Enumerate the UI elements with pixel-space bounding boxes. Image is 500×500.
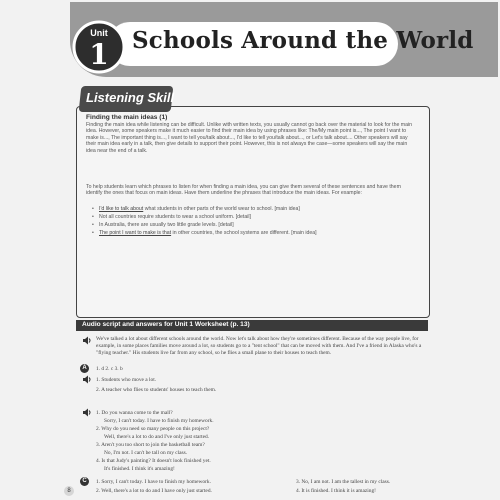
section-a-item: 1. Students who move a lot. xyxy=(96,377,157,383)
section-b-item: 4. Is that Judy's painting? It doesn't look finished yet. xyxy=(96,458,211,464)
section-b-item: 3. Aren't you too short to join the basketball team? xyxy=(96,442,205,448)
page-title: Schools Around the World xyxy=(132,27,474,54)
skill-heading: Finding the main ideas (1) xyxy=(86,114,168,121)
section-c-item: 2. Well, there's a lot to do and I have only just started. xyxy=(96,488,212,494)
example-item: • In Australia, there are usually two little grade levels. [detail] xyxy=(92,222,234,228)
skill-paragraph-2: To help students learn which phrases to listen for when finding a main idea, you can give them several of these sentences and have them identify the ones that focus on main ideas. Have them underline the phrases that introduce the main ideas. For example: xyxy=(86,184,401,197)
audio-script-title: Audio script and answers for Unit 1 Worksheet (p. 13) xyxy=(82,321,250,328)
section-a-item: 2. A teacher who flies to students' houses to teach them. xyxy=(96,387,217,393)
section-c-badge: C xyxy=(80,477,89,486)
section-b-item: Sorry, I can't today. I have to finish my homework. xyxy=(104,418,214,424)
section-a-badge: A xyxy=(80,364,89,373)
example-item: • The point I want to make is that in other countries, the school systems are different. [main idea] xyxy=(92,230,317,236)
page-number: 8 xyxy=(64,486,74,496)
section-a-answers: 1. d 2. c 3. b xyxy=(96,366,123,372)
example-item: • I'd like to talk about what students in other parts of the world wear to school. [main idea] xyxy=(92,206,300,212)
listening-skill-label: Listening Skill xyxy=(86,90,175,105)
section-b-item: No, I'm not. I can't be tall on my class. xyxy=(104,450,188,456)
section-b-item: It's finished. I think it's amazing! xyxy=(104,466,175,472)
skill-paragraph-1: Finding the main idea while listening can be difficult. Unlike with written texts, you usually cannot go back over the material to look for the main idea. However, some speakers make it much easier to find their main idea by using phrases like: The/My main point is..., The point I want to make is..., The important thing is..., I want to tell you/talk about..., I'd like to tell you/talk about..., or Let's talk about.... Other speakers will say their main idea early in a talk, then give details to support their point. However, this is not always the case—some speakers will say the main idea near the end of a talk. xyxy=(86,122,413,154)
speaker-icon xyxy=(82,336,92,345)
section-b-item: 2. Why do you need so many people on this project? xyxy=(96,426,210,432)
example-item: • Not all countries require students to wear a school uniform. [detail] xyxy=(92,214,251,220)
section-c-item: 3. No, I am not. I am the tallest in my class. xyxy=(296,479,391,485)
section-b-item: 1. Do you wanna come to the mall? xyxy=(96,410,173,416)
unit-word: Unit xyxy=(90,28,108,38)
section-c-item: 4. It is finished. I think it is amazing! xyxy=(296,488,376,494)
section-b-item: Well, there's a lot to do and I've only just started. xyxy=(104,434,210,440)
speaker-icon xyxy=(82,408,92,417)
audio-intro-text: We've talked a lot about different schools around the world. Now let's talk about how they're sometimes different. Because of the way people live, for example, in some places families move around a lot, so students go to a "tent school" that can be moved with them. And I've a friend in Alaska who's a "flying teacher." His students live far from any school, so he flies a small plane to their houses to teach them. xyxy=(96,336,422,356)
speaker-icon xyxy=(82,375,92,384)
unit-number: 1 xyxy=(89,38,109,71)
unit-badge xyxy=(72,16,126,74)
section-c-item: 1. Sorry, I can't today. I have to finish my homework. xyxy=(96,479,211,485)
